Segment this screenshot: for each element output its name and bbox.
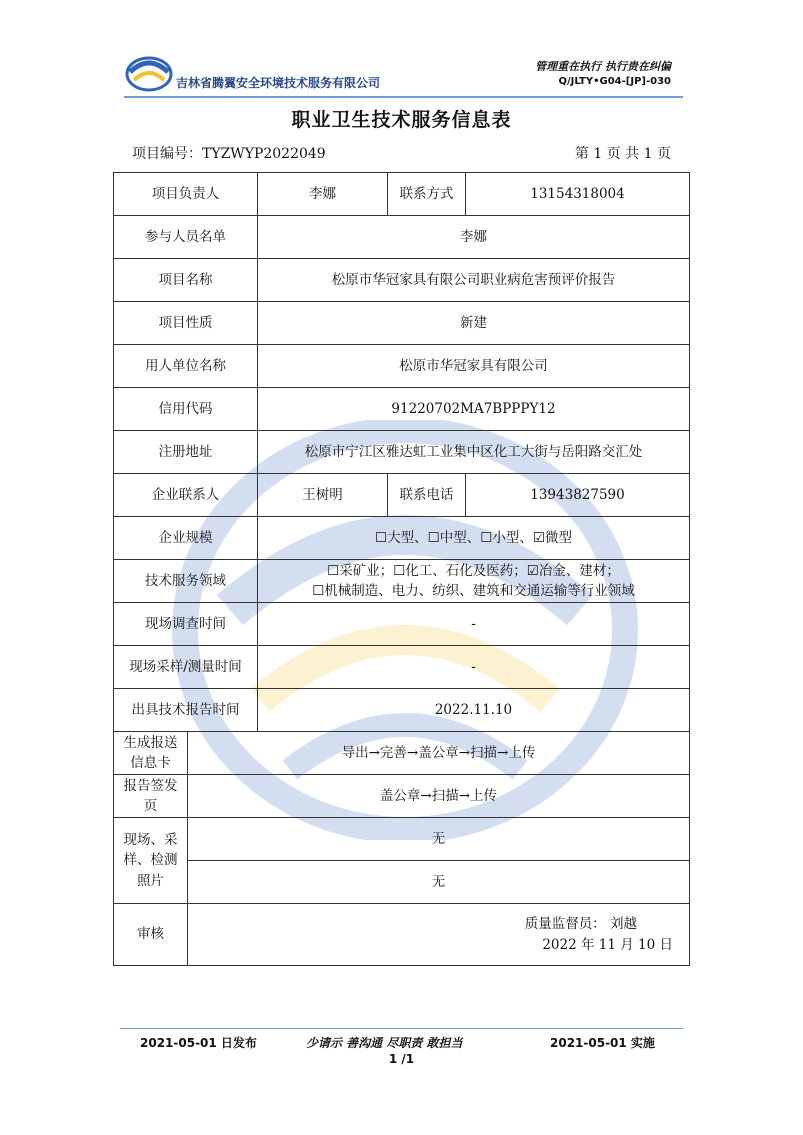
table-row [114,732,690,775]
sign-page-value: 盖公章→扫描→上传 [188,775,690,818]
scale-label: 企业规模 [114,517,258,560]
info-card-value: 导出→完善→盖公章→扫描→上传 [188,732,690,775]
project-name-value: 松原市华冠家具有限公司职业病危害预评价报告 [258,259,690,302]
photos-value: 无 [188,861,690,904]
table-row [114,603,690,646]
survey-time-value: - [258,603,690,646]
header-slogan: 管理重在执行 执行贵在纠偏 [535,60,671,73]
address-value: 松原市宁江区雅达虹工业集中区化工大街与岳阳路交汇处 [258,431,690,474]
implement-date: 2021-05-01 实施 [550,1036,655,1050]
quality-supervisor: 质量监督员： 刘越 [524,916,637,933]
members-label: 参与人员名单 [114,216,258,259]
table-row [114,388,690,431]
project-nature-label: 项目性质 [114,302,258,345]
phone-value: 13943827590 [466,474,690,517]
photos-label [114,818,188,904]
service-domain-line: ☐采矿业；☐化工、石化及医药；☑冶金、建材； [327,562,620,579]
project-number: 项目编号：TYZWYP2022049 [132,146,326,162]
employer-value: 松原市华冠家具有限公司 [258,345,690,388]
report-time-value: 2022.11.10 [258,689,690,732]
table-row [114,818,690,861]
leader-value: 李娜 [258,173,388,216]
audit-label: 审核 [114,904,188,966]
table-row [114,302,690,345]
members-value: 李娜 [258,216,690,259]
sign-page-label-line: 报告签发 [123,777,178,794]
page-number: 1 /1 [388,1052,415,1066]
sampling-time-label: 现场采样/测量时间 [114,646,258,689]
service-domain-label: 技术服务领域 [114,560,258,603]
photos-label-line: 照片 [137,872,164,889]
leader-label: 项目负责人 [114,173,258,216]
audit-date: 2022 年 11 月 10 日 [542,936,673,953]
credit-code-value: 91220702MA7BPPPY12 [258,388,690,431]
photos-value: 无 [188,818,690,861]
table-row [114,517,690,560]
page-title: 职业卫生技术服务信息表 [291,109,512,131]
company-name: 吉林省腾翼安全环境技术服务有限公司 [176,76,381,90]
contact-label: 联系方式 [388,173,466,216]
publish-date: 2021-05-01 日发布 [140,1036,257,1050]
audit-value [188,904,690,966]
contact-value: 13154318004 [466,173,690,216]
table-row [114,904,690,966]
page-info: 第 1 页 共 1 页 [574,146,671,162]
info-card-label-line: 生成报送 [123,734,178,751]
service-domain-line: ☐机械制造、电力、纺织、建筑和交通运输等行业领域 [312,583,635,599]
project-nature-value: 新建 [258,302,690,345]
credit-code-label: 信用代码 [114,388,258,431]
header-rule [124,96,683,98]
table-row [114,646,690,689]
address-label: 注册地址 [114,431,258,474]
survey-time-label: 现场调查时间 [114,603,258,646]
table-row [114,259,690,302]
enterprise-contact-value: 王树明 [258,474,388,517]
scale-value: ☐大型、☐中型、☐小型、☑微型 [258,517,690,560]
info-card-label-line: 信息卡 [130,755,171,771]
footer-slogan: 少请示 善沟通 尽职责 敢担当 [306,1036,463,1050]
table-row [114,560,690,603]
service-domain-value [258,560,690,603]
photos-label-line: 样、检测 [123,852,178,869]
company-logo-icon [124,52,174,92]
sampling-time-value: - [258,646,690,689]
table-row [114,775,690,818]
table-row [114,345,690,388]
sign-page-label-line: 页 [143,798,158,814]
table-row [114,689,690,732]
table-row [114,216,690,259]
sign-page-label [114,775,188,818]
enterprise-contact-label: 企业联系人 [114,474,258,517]
phone-label: 联系电话 [388,474,466,517]
info-card-label [114,732,188,775]
info-table [113,172,690,966]
table-row [114,474,690,517]
footer-rule [120,1028,683,1029]
employer-label: 用人单位名称 [114,345,258,388]
report-time-label: 出具技术报告时间 [114,689,258,732]
photos-label-line: 现场、采 [123,832,178,849]
project-name-label: 项目名称 [114,259,258,302]
table-row [114,173,690,216]
table-row [114,861,690,904]
document-number: Q/JLTY•G04-[JP]-030 [558,76,671,87]
table-row [114,431,690,474]
